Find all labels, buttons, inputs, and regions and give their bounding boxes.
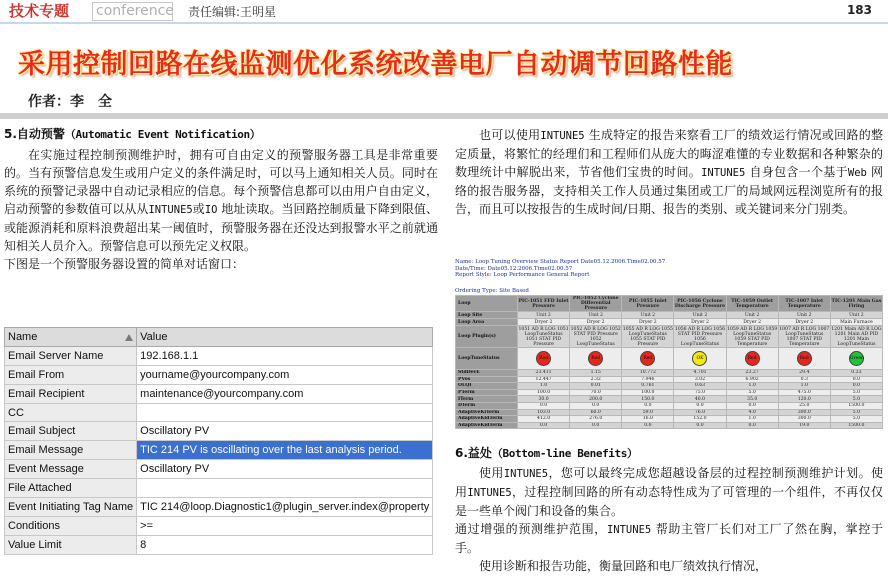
report-cell: 152.0 (674, 416, 726, 423)
report-cell: 300.0 (778, 409, 830, 416)
report-row (456, 389, 883, 396)
report-cell: 0.0 (674, 402, 726, 409)
paragraph (455, 520, 883, 557)
report-style: Report Style: Loop Performance General Report (455, 272, 590, 279)
report-cell: 5.0 (830, 409, 882, 416)
editor-credit: 责任编辑:王明星 (188, 5, 277, 19)
report-row (456, 312, 883, 319)
property-value[interactable]: 8 (137, 535, 433, 554)
page-header (0, 0, 888, 24)
report-cell: 0.0 (570, 422, 622, 429)
report-cell: PIC-1052 Cyclone Differential Pressure (570, 296, 622, 312)
column-header-value[interactable]: Value (137, 328, 433, 347)
report-row-label: AdaptiveKidTerm (456, 422, 518, 429)
report-row (456, 296, 883, 312)
property-value[interactable]: yourname@yourcompany.com (137, 365, 433, 384)
section-heading (455, 445, 883, 462)
report-cell: 4.701 (674, 370, 726, 377)
report-cell: 70.0 (570, 389, 622, 396)
report-name: Name: Loop Tuning Overview Status Report Date05.12.2006.Time02.00.57 (455, 259, 666, 265)
report-cell (830, 348, 882, 370)
paragraph: 使用诊断和报告功能，衡量回路和电厂绩效执行情况， (479, 559, 768, 573)
product-name: INTUNE5 (148, 204, 193, 216)
report-row (456, 348, 883, 370)
report-cell (518, 348, 570, 370)
report-cell: 0.3 (778, 376, 830, 383)
title-divider (0, 113, 888, 119)
report-cell: 23.411 (518, 370, 570, 377)
report-cell: 5.0 (830, 396, 882, 403)
grid-row[interactable] (5, 479, 433, 498)
grid-row[interactable] (5, 346, 433, 365)
column-header-label: Name (8, 330, 38, 343)
report-cell: 0.0 (622, 402, 674, 409)
report-row-label: PTerm (456, 389, 518, 396)
report-cell: 1056 AD R LOG 1056 STAT PID Pressure 1056 LoopTuneStatus (674, 326, 726, 347)
report-cell: Unit 2 (726, 312, 778, 319)
report-row (456, 396, 883, 403)
report-datetime: Date/Time: Date05.12.2006.Time02.00.57 (455, 265, 573, 272)
product-name: INTUNE5 (503, 468, 549, 480)
report-cell: Unit 2 (778, 312, 830, 319)
property-name[interactable]: Event Initiating Tag Name (5, 498, 137, 517)
report-cell: 6.902 (726, 376, 778, 383)
report-cell: 12.447 (518, 376, 570, 383)
report-ordering: Ordering Type: Site Based (455, 288, 529, 294)
property-value[interactable]: maintenance@yourcompany.com (137, 384, 433, 403)
product-name: INTUNE5 (540, 130, 585, 142)
report-row (456, 376, 883, 383)
report-row-label: Loop (456, 296, 518, 312)
column-tag-english: conference (92, 2, 173, 21)
report-cell: 5.0 (830, 416, 882, 423)
report-cell: 1059 AD R LOG 1059 LoopTuneStatus 1059 STAT PID Temperature (727, 326, 778, 347)
report-cell: 300.0 (778, 416, 830, 423)
grid-row[interactable] (5, 460, 433, 479)
report-cell: 0.63 (674, 383, 726, 390)
report-row-label: DTerm (456, 402, 518, 409)
author-line: 作者：李 全 (28, 94, 112, 110)
text-run: 在实施过程控制预测维护时，拥有可自由定义的预警服务器工具是非常重要的。当有预警信息发生或用户定义的条件满足时，可以马上通知相关人员。同时在系统的预警记录器中自动记录相应的信息。每个预警信息都可以由用户自由定义，启动预警的参数值可以从从 (4, 148, 438, 216)
report-cell: Unit 2 (830, 312, 882, 319)
report-cell (622, 348, 674, 370)
report-cell: 103.0 (518, 409, 570, 416)
report-cell: PIC-1051 FFD Inlet Pressure (518, 296, 570, 312)
report-cell: 0.0 (570, 402, 622, 409)
article-title: 采用控制回路在线监测优化系统改善电厂自动调节回路性能 (18, 49, 733, 80)
report-cell: 1007 AD R LOG 1007 LoopTuneStatus 1007 STAT PID Temperature (779, 326, 830, 347)
grid-header-row (5, 328, 433, 347)
report-row (456, 402, 883, 409)
report-cell: Dryer 2 (518, 319, 570, 326)
report-cell: TIC-1059 Outlet Temperature (726, 296, 778, 312)
report-cell: 16.0 (622, 416, 674, 423)
text-run: 网络的报告服务器，支持相关工作人员通过集团或工厂的局域网远程浏览所有的报告，而且可以按报告的生成时间/日期、报告的类别、或关键词来分门别类。 (455, 165, 883, 216)
page-number: 183 (846, 3, 872, 17)
status-indicator-icon: Red (745, 351, 760, 366)
report-header (455, 259, 665, 279)
report-cell: 75.0 (674, 389, 726, 396)
report-cell: 1.0 (726, 383, 778, 390)
product-name: INTUNE5 (701, 167, 746, 179)
report-cell: 0.0 (518, 422, 570, 429)
text-run: ，过程控制回路的所有动态特性成为了可管理的一个组件，不再仅仅是一些单个阀门和设备的集合。 (455, 485, 883, 518)
section-heading-en: （Bottom-line Benefits） (491, 447, 638, 460)
report-cell: 1.0 (518, 383, 570, 390)
report-row-label: LoopTuneStatus (456, 348, 518, 370)
report-cell: Dryer 2 (570, 319, 622, 326)
report-cell: 25.0 (778, 402, 830, 409)
text-run: ，您可以最终完成您超越设备层的过程控制预测维护计划。使用 (455, 466, 883, 499)
report-row (456, 416, 883, 423)
grid-row[interactable] (5, 384, 433, 403)
paragraph (4, 146, 438, 255)
report-cell: Dryer 2 (778, 319, 830, 326)
property-value[interactable]: 192.168.1.1 (137, 346, 433, 365)
report-row-label: ITerm (456, 396, 518, 403)
property-value[interactable] (137, 479, 433, 498)
report-cell: 0.0 (622, 422, 674, 429)
grid-row[interactable] (5, 441, 433, 460)
report-cell: TIC-1007 Inlet Temperature (778, 296, 830, 312)
report-cell: Unit 2 (622, 312, 674, 319)
report-cell: 100.0 (518, 389, 570, 396)
report-cell: 4.0 (726, 409, 778, 416)
report-cell: 19.0 (778, 422, 830, 429)
term: IO (204, 204, 218, 216)
report-cell: 0.0 (726, 402, 778, 409)
report-cell: 3.02 (674, 376, 726, 383)
text-run: 或 (192, 202, 205, 216)
report-cell: 412.0 (518, 416, 570, 423)
grid-row[interactable] (5, 535, 433, 554)
property-name[interactable]: Conditions (5, 516, 137, 535)
property-value[interactable]: Oscillatory PV (137, 422, 433, 441)
property-value[interactable]: TIC 214@loop.Diagnostic1@plugin_server.index@property (137, 498, 433, 517)
grid-row[interactable] (5, 498, 433, 517)
report-row-label: PVos (456, 376, 518, 383)
report-row (456, 370, 883, 377)
section-heading (4, 126, 438, 143)
property-name[interactable]: Email Message (5, 441, 137, 460)
report-cell: 30.0 (518, 396, 570, 403)
report-cell: 475.0 (778, 389, 830, 396)
grid-row[interactable] (5, 403, 433, 422)
report-cell: 1201 Main AD R LOG 1201 Main AD PID 1201 Main LoopTuneStatus (831, 326, 882, 347)
paragraph (455, 464, 883, 520)
report-cell (726, 348, 778, 370)
text-run: 自身包含一个基于 (745, 165, 848, 179)
report-row (456, 319, 883, 326)
report-row (456, 383, 883, 390)
header-rule (0, 22, 888, 24)
right-column (455, 126, 883, 218)
report-table (455, 295, 883, 429)
status-indicator-icon: OK (692, 351, 707, 366)
report-cell: 1.0 (778, 383, 830, 390)
report-cell: 1052 AD R LOG 1052 STAT PID Pressure 1052 LoopTuneStatus (570, 326, 621, 347)
report-cell: 7.946 (622, 376, 674, 383)
report-cell: 0.0 (674, 422, 726, 429)
report-cell: Unit 2 (570, 312, 622, 319)
report-cell: 23.27 (726, 370, 778, 377)
section-heading-en: （Automatic Event Notification） (64, 128, 261, 141)
report-cell (674, 348, 726, 370)
status-indicator-icon: Red (640, 351, 655, 366)
alarm-server-settings-grid (4, 327, 433, 555)
report-cell: 2.32 (570, 376, 622, 383)
section-heading-cn: 5.自动预警 (4, 127, 65, 141)
report-row-label: Loop Site (456, 312, 518, 319)
grid-row[interactable] (5, 365, 433, 384)
report-cell: Dryer 2 (622, 319, 674, 326)
report-cell: 150.0 (622, 396, 674, 403)
grid-row[interactable] (5, 422, 433, 441)
property-name[interactable]: Email Server Name (5, 346, 137, 365)
report-cell: 59.0 (622, 409, 674, 416)
report-row (456, 326, 883, 348)
report-cell (570, 348, 622, 370)
report-cell: 76.0 (674, 409, 726, 416)
section-heading-cn: 6.益处 (455, 446, 492, 460)
report-cell: 200.0 (570, 396, 622, 403)
report-cell: 0.0 (726, 422, 778, 429)
text-run: 通过增强的预测维护范围， (455, 522, 607, 536)
status-indicator-icon: Red (797, 351, 812, 366)
report-cell: TIC-1201 Main Gas Firing (830, 296, 882, 312)
property-name[interactable]: Email From (5, 365, 137, 384)
report-cell (778, 348, 830, 370)
product-name: INTUNE5 (606, 524, 652, 536)
report-row-label: Loop Area (456, 319, 518, 326)
report-cell: Unit 2 (518, 312, 570, 319)
text-run: 地址读取。当回路控制质量下降到限值、或能源消耗和原料浪费超出某一阈值时，预警服务器在还没达到报警水平之前就通知相关人员介入。预警信息可以预先定义权限。 (4, 202, 438, 253)
property-name[interactable]: CC (5, 403, 137, 422)
report-cell: 0.0 (830, 383, 882, 390)
property-name[interactable]: Email Recipient (5, 384, 137, 403)
report-cell: 0.0 (518, 402, 570, 409)
report-cell: 100.0 (622, 389, 674, 396)
report-cell: 5.0 (726, 389, 778, 396)
report-cell: 276.0 (570, 416, 622, 423)
status-indicator-icon: Green (849, 351, 864, 366)
term: Web (847, 167, 867, 179)
report-cell: PIC-1056 Cyclone Discharge Pressure (674, 296, 726, 312)
paragraph (455, 126, 883, 218)
report-cell: Main Furnace (830, 319, 882, 326)
column-tag: 技术专题 (4, 1, 74, 22)
grid-row[interactable] (5, 516, 433, 535)
text-run: 使用 (479, 466, 504, 480)
property-value[interactable]: Oscillatory PV (137, 460, 433, 479)
text-run: 生成特定的报告来察看工厂的绩效运行情况或回路的整定质量，将繁忙的经理们和工程师们从庞大的晦涩难懂的专业数据和各种繁杂的数理统计中解脱出来，节省他们宝贵的时间。 (455, 128, 883, 179)
property-value[interactable]: TIC 214 PV is oscillating over the last analysis period. (137, 441, 433, 460)
report-cell: 1.0 (726, 416, 778, 423)
property-name[interactable]: Email Subject (5, 422, 137, 441)
report-cell: 29.4 (778, 370, 830, 377)
report-row-label: Loop Plugin(s) (456, 326, 518, 348)
report-cell: 5.0 (830, 389, 882, 396)
right-column-lower (455, 445, 883, 575)
left-column (4, 126, 438, 273)
property-value[interactable] (137, 403, 433, 422)
column-header-name[interactable] (5, 328, 137, 347)
property-value[interactable]: >= (137, 516, 433, 535)
status-indicator-icon: Red (536, 351, 551, 366)
report-cell: 0.0 (830, 376, 882, 383)
report-row-label: AdaptiveKidTerm (456, 416, 518, 423)
figure-intro: 下图是一个预警服务器设置的简单对话窗口： (4, 257, 245, 271)
report-cell: Dryer 2 (726, 319, 778, 326)
report-row (456, 409, 883, 416)
report-cell: 1055 AD R LOG 1055 LoopTuneStatus 1055 STAT PID Pressure (622, 326, 673, 347)
report-cell: Dryer 2 (674, 319, 726, 326)
text-run: 也可以使用 (479, 128, 541, 142)
report-row-label: StdDevE (456, 370, 518, 377)
property-name[interactable]: Event Message (5, 460, 137, 479)
property-name[interactable]: Value Limit (5, 535, 137, 554)
report-cell: 120.0 (778, 396, 830, 403)
report-cell: 60.0 (570, 409, 622, 416)
property-name[interactable]: File Attached (5, 479, 137, 498)
report-cell: 35.0 (726, 396, 778, 403)
report-cell: 1500.0 (830, 402, 882, 409)
report-cell: Unit 2 (674, 312, 726, 319)
report-row-label: AdaptiveKiTerm (456, 409, 518, 416)
report-cell: PIC-1055 Inlet Pressure (622, 296, 674, 312)
report-cell: 0.33 (830, 370, 882, 377)
report-cell: 10.772 (622, 370, 674, 377)
product-name: INTUNE5 (467, 487, 512, 499)
loop-tuning-report (455, 259, 883, 441)
report-row (456, 422, 883, 429)
report-cell: 0.761 (622, 383, 674, 390)
report-cell: 1051 AD R LOG 1051 LoopTuneStatus 1051 STAT PID Pressure (518, 326, 569, 347)
text-run: 帮助主管厂长们对工厂了然在胸，掌控于手。 (455, 522, 883, 555)
report-row-label: OLQI (456, 383, 518, 390)
status-indicator-icon: Red (588, 351, 603, 366)
report-cell: 1.15 (570, 370, 622, 377)
report-cell: 0.01 (570, 383, 622, 390)
report-cell: 1500.0 (830, 422, 882, 429)
sort-ascending-icon[interactable] (125, 334, 133, 341)
report-cell: 40.0 (674, 396, 726, 403)
